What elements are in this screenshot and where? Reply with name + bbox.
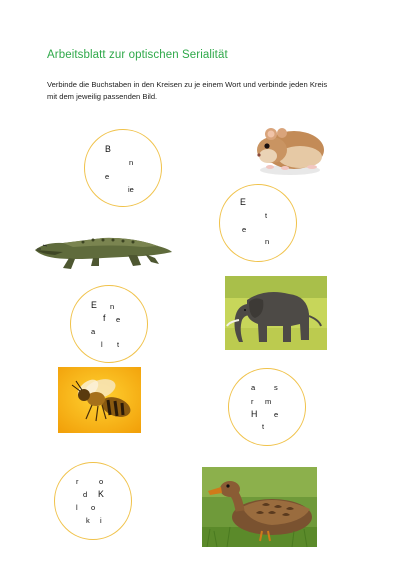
letter: a: [251, 383, 256, 392]
letter: K: [98, 489, 104, 499]
duck-picture[interactable]: [202, 467, 317, 547]
letter-circle-elefant[interactable]: [70, 285, 148, 363]
letter-circle-ente[interactable]: [219, 184, 297, 262]
letter-circle-biene[interactable]: [84, 129, 162, 207]
letter: o: [99, 477, 104, 486]
letter: n: [110, 302, 115, 311]
letter: i: [100, 516, 102, 525]
letter: s: [274, 383, 278, 392]
letter: e: [105, 172, 110, 181]
letter: t: [265, 211, 268, 220]
instructions-line-1: Verbinde die Buchstaben in den Kreisen zu je einem Wort und verbinde jeden Kreis: [47, 80, 328, 89]
letter: n: [129, 158, 134, 167]
letter-circle-hamster[interactable]: [228, 368, 306, 446]
letter: B: [105, 144, 111, 154]
letter: a: [91, 327, 96, 336]
letter: t: [117, 340, 120, 349]
letter: d: [83, 490, 88, 499]
letter: m: [265, 397, 272, 406]
letter: k: [86, 516, 90, 525]
letter: n: [265, 237, 270, 246]
letter: H: [251, 409, 258, 419]
letter: e: [242, 225, 247, 234]
letter: l: [76, 503, 78, 512]
letter: E: [91, 300, 97, 310]
letter: E: [240, 197, 246, 207]
hamster-picture[interactable]: [250, 110, 330, 180]
letter-circle-krokodil[interactable]: [54, 462, 132, 540]
elephant-picture[interactable]: [225, 276, 327, 350]
instructions-line-2: mit dem jeweilig passenden Bild.: [47, 92, 158, 101]
letter: e: [274, 410, 279, 419]
letter: t: [262, 422, 265, 431]
bee-picture[interactable]: [58, 367, 141, 433]
instructions: [47, 79, 367, 103]
letter: ie: [128, 185, 134, 194]
crocodile-picture[interactable]: [33, 228, 173, 274]
letter: o: [91, 503, 96, 512]
letter: l: [101, 340, 103, 349]
letter: e: [116, 315, 121, 324]
letter: f: [103, 313, 106, 323]
letter: r: [76, 477, 79, 486]
letter: r: [251, 397, 254, 406]
page-title: Arbeitsblatt zur optischen Serialität: [47, 49, 228, 61]
